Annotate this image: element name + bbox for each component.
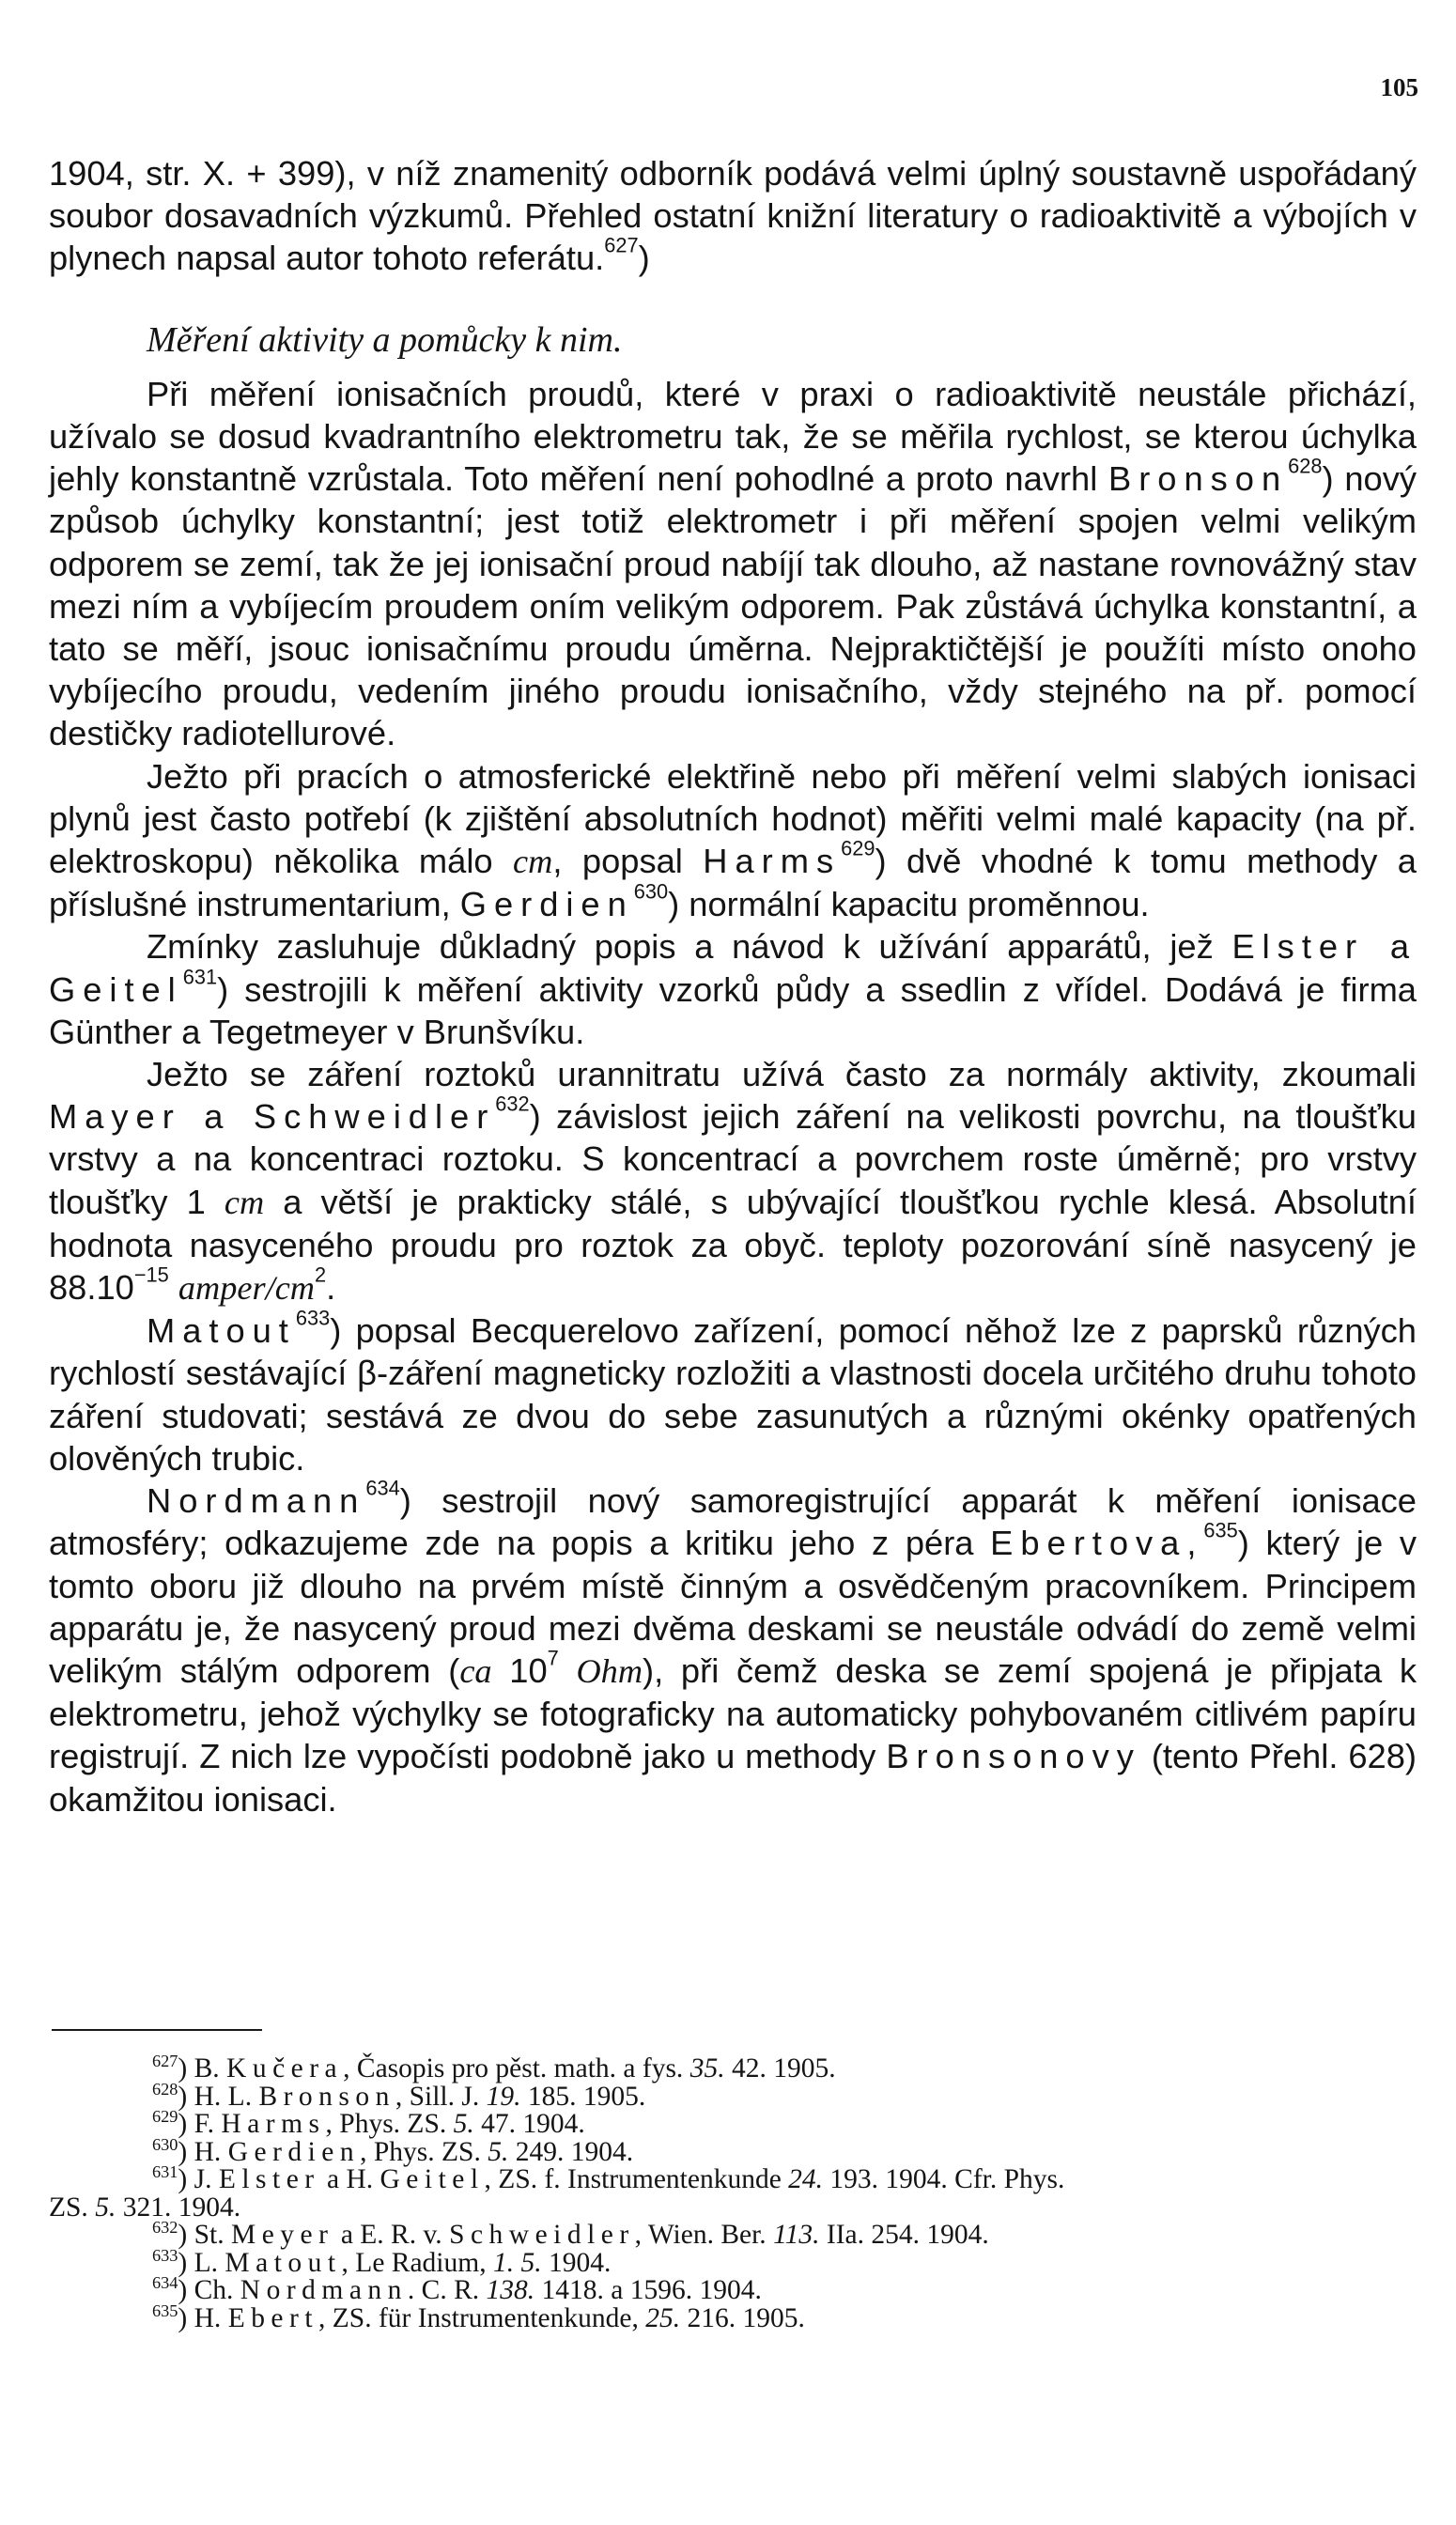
footnote-ref[interactable]: 634 [365,1476,400,1500]
author-name: Ebertova, [990,1524,1204,1563]
footnote: $^{633}$) L. Matout, Le Radium, 1. 5. 1904. [152,2245,612,2278]
body-text [49,152,1417,1820]
footnote-ref[interactable]: 628 [1288,454,1323,478]
footnote-ref[interactable]: 631 [182,965,218,989]
paragraph-capacity: Ježto při pracích o atmosferické elektřině nebo při měření velmi slabých ionisaci plynů jest často potřebí (k zjištění absolutních hodnot) měřiti velmi malé kapacity (na př. elektroskopu) několika málo cm, popsal Harms$^{629}$) dvě vhodné k tomu methody a příslušné instrumentarium, Gerdien$^{630}$) normální kapacitu proměnnou. [49,756,1417,924]
section-heading: Měření aktivity a pomůcky k nim. [147,319,623,360]
author-name: Bronsonovy [886,1737,1141,1776]
footnote: $^{632}$) St. Meyer a E. R. v. Schweidler, Wien. Ber. 113. IIa. 254. 1904. [152,2218,989,2250]
author-name: Bronson [1108,459,1289,499]
footnote-ref[interactable]: 629 [841,836,875,860]
footnote: $^{631}$) J. Elster a H. Geitel, ZS. f. Instrumentenkunde 24. 193. 1904. Cfr. Phys. [152,2162,1065,2194]
footnote: $^{628}$) H. L. Bronson, Sill. J. 19. 185. 1905. [152,2079,646,2112]
footnote: $^{634}$) Ch. Nordmann. C. R. 138. 1418. a 1596. 1904. [152,2273,762,2305]
author-name: Gerdien [459,885,634,924]
author-name: Nordmann [147,1481,366,1521]
footnote-ref[interactable]: 632 [495,1092,530,1116]
footnote: $^{627}$) B. Kučera, Časopis pro pěst. math. a fys. 35. 42. 1905. [152,2052,836,2084]
paragraph-intro: 1904, str. X. + 399), v níž znamenitý odborník podává velmi úplný soustavně uspořádaný soubor dosavadních výzkumů. Přehled ostatní knižní literatury o radioaktivitě a výbojích v plynech napsal autor tohoto referátu.$^{627}$) [49,154,1417,278]
footnote: $^{629}$) F. Harms, Phys. ZS. 5. 47. 1904. [152,2107,585,2139]
footnote-separator [52,2029,262,2031]
paragraph-nordmann: Nordmann$^{634}$) sestrojil nový samoregistrující apparát k měření ionisace atmosféry; odkazujeme zde na popis a kritiku jeho z péra Ebertova,$^{635}$) který je v tomto oboru již dlouho na prvém místě činným a osvědčeným pracovníkem. Principem apparátu je, že nasycený proud mezi dvěma deskami se neustále odvádí do země velmi velikým stálým odporem (ca $10^7$ Ohm), při čemž deska se zemí spojená je připjata k elektrometru, jehož výchylky se fotograficky na automaticky pohybovaném citlivém papíru registrují. Z nich lze vypočísti podobně jako u methody Bronsonovy (tento Přehl. 628) okamžitou ionisaci. [49,1476,1417,1819]
author-name: Elster a Geitel [49,927,1417,1009]
footnote: $^{635}$) H. Ebert, ZS. für Instrumentenkunde, 25. 216. 1905. [152,2300,805,2333]
footnote: $^{630}$) H. Gerdien, Phys. ZS. 5. 249. 1904. [152,2134,634,2167]
paragraph-uranium: Ježto se záření roztoků urannitratu užívá často za normály aktivity, zkoumali Mayer a Schweidler$^{632}$) závislost jejich záření na velikosti povrchu, na tloušťku vrstvy a na koncentraci roztoku. S koncentrací a povrchem roste úměrně; pro vrstvy tloušťky 1 cm a větší je prakticky stálé, s ubývající tloušťkou rychle klesá. Absolutní hodnota nasyceného proudu pro roztok za obyč. teploty pozorování síně nasycený je $88.10^{-15}$ amper/$cm^2$. [49,1055,1417,1308]
paragraph-elster-geitel: Zmínky zasluhuje důkladný popis a návod k užívání apparátů, jež Elster a Geitel$^{631}$) sestrojili k měření aktivity vzorků půdy a ssedlin z vřídel. Dodává je firma Günther a Tegetmeyer v Brunšvíku. [49,927,1417,1051]
footnote-ref[interactable]: 633 [295,1306,331,1330]
footnote-ref[interactable]: 627 [604,233,639,257]
footnote-ref[interactable]: 630 [633,879,669,904]
paragraph-bronson: Při měření ionisačních proudů, které v praxi o radioaktivitě neustále přichází, užívalo se dosud kvadrantního elektrometru tak, že se měřila rychlost, se kterou úchylka jehly konstantně vzrůstala. Toto měření není pohodlné a proto navrhl Bronson$^{628}$) nový způsob úchylky konstantní; jest totiž elektrometr i při měření spojen velmi velikým odporem se zemí, tak že jej ionisační proud nabíjí tak dlouho, až nastane rovnovážný stav mezi ním a vybíjecím proudem oním velikým odporem. Pak zůstává úchylka konstantní, a tato se měří, jsouc ionisačnímu proudu úměrna. Nejpraktičtější je použíti místo onoho vybíjecího proudu, vedením jiného proudu ionisačního, vždy stejného na př. pomocí destičky radiotellurové. [49,374,1417,753]
footnote-ref[interactable]: 635 [1203,1518,1238,1542]
author-name: Matout [147,1311,296,1351]
page-number: 105 [1380,73,1418,101]
footnote-continuation: ZS. 5. 321. 1904. [49,2192,241,2223]
paragraph-matout: Matout$^{633}$) popsal Becquerelovo zařízení, pomocí něhož lze z paprsků různých rychlostí sestávající β-záření magneticky rozložiti a vlastnosti docela určitého druhu tohoto záření studovati; sestává ze dvou do sebe zasunutých a různými okénky opatřených olověných trubic. [49,1306,1417,1478]
author-name: Harms [703,842,842,881]
footnotes [49,2052,1417,2333]
author-name: Mayer a Schweidler [49,1097,496,1137]
